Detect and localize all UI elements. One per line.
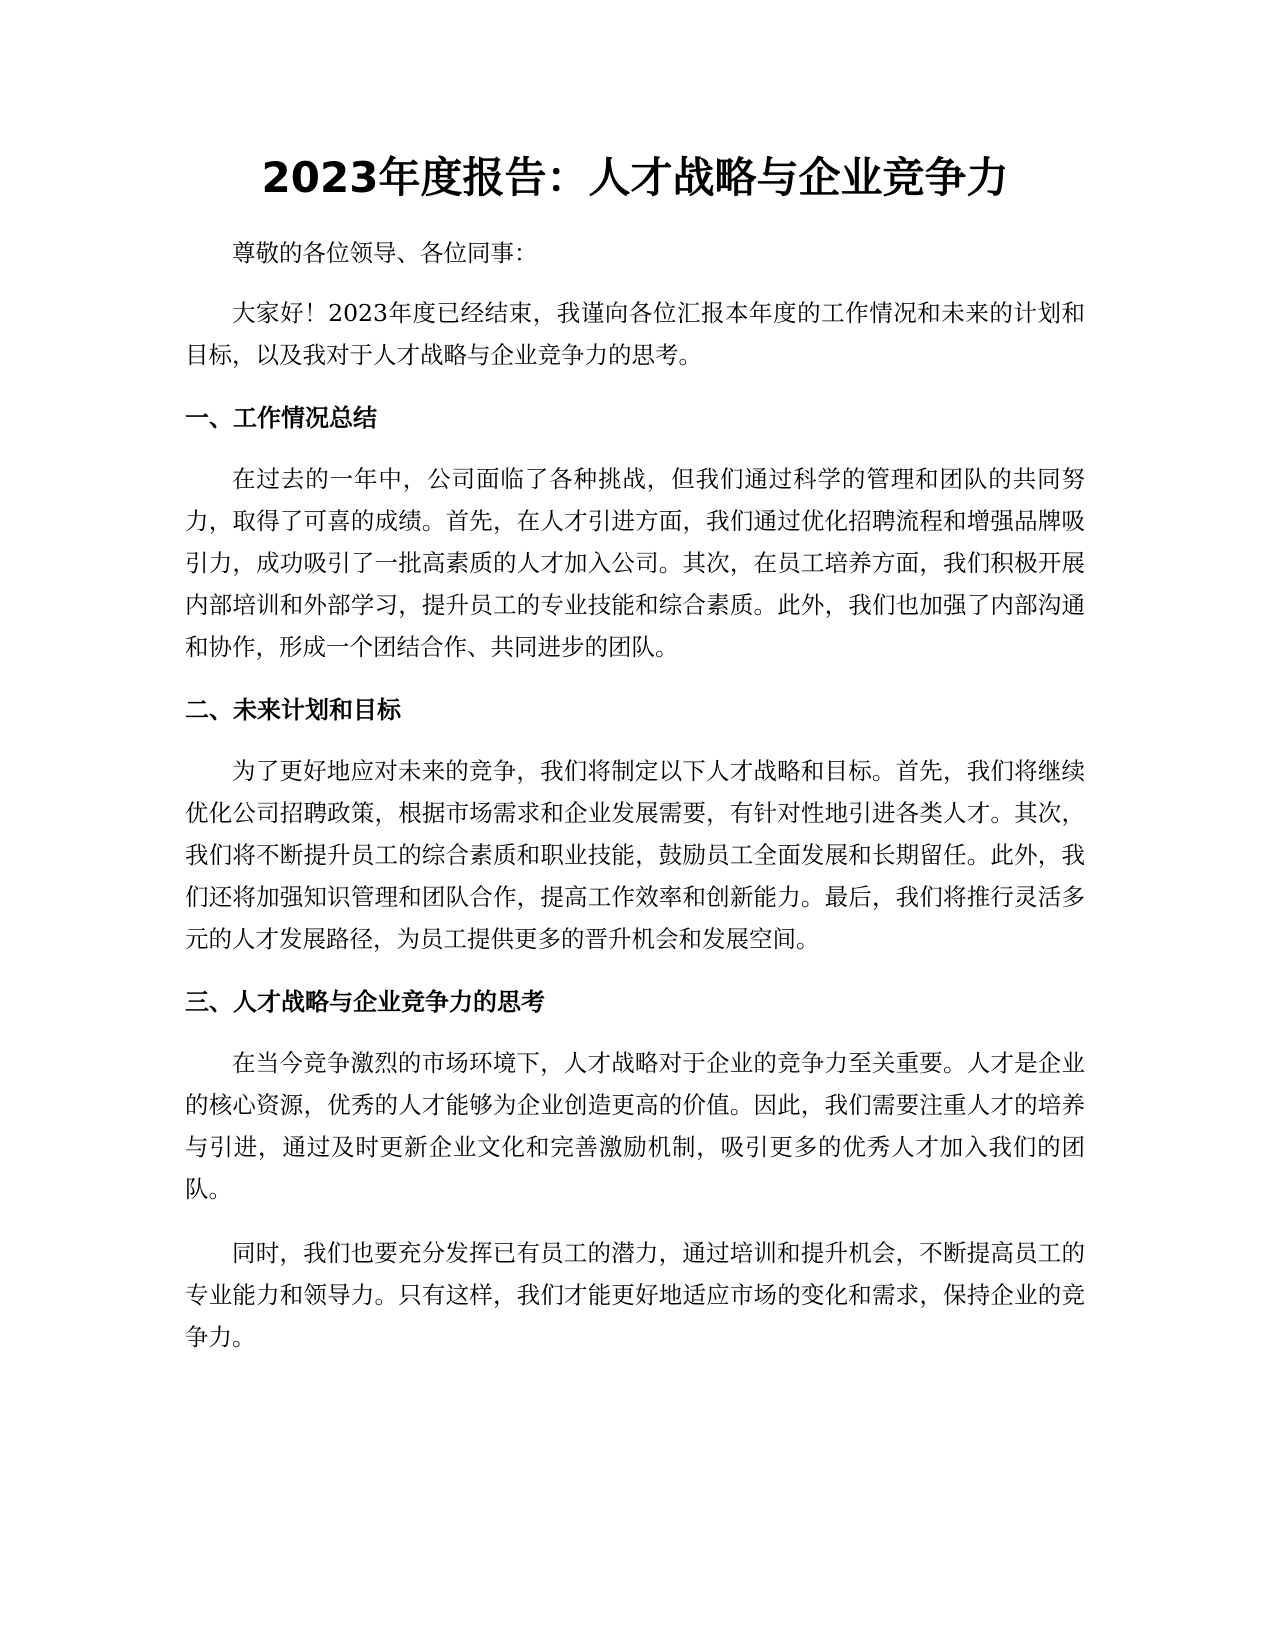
section-heading-future-plans: 二、未来计划和目标 bbox=[185, 696, 401, 724]
work-summary-paragraph: 在过去的一年中，公司面临了各种挑战，但我们通过科学的管理和团队的共同努力，取得了可喜的成绩。首先，在人才引进方面，我们通过优化招聘流程和增强品牌吸引力，成功吸引了一批高素质的人才加入公司。其次，在员工培养方面，我们积极开展内部培训和外部学习，提升员工的专业技能和综合素质。此外，我们也加强了内部沟通和协作，形成一个团结合作、共同进步的团队。 bbox=[185, 465, 1085, 661]
future-plans-paragraph: 为了更好地应对未来的竞争，我们将制定以下人才战略和目标。首先，我们将继续优化公司招聘政策，根据市场需求和企业发展需要，有针对性地引进各类人才。其次，我们将不断提升员工的综合素质和职业技能，鼓励员工全面发展和长期留任。此外，我们还将加强知识管理和团队合作，提高工作效率和创新能力。最后，我们将推行灵活多元的人才发展路径，为员工提供更多的晋升机会和发展空间。 bbox=[185, 757, 1085, 953]
section-heading-talent-strategy: 三、人才战略与企业竞争力的思考 bbox=[185, 988, 545, 1016]
section-heading-work-summary: 一、工作情况总结 bbox=[185, 404, 377, 432]
intro-paragraph: 大家好！2023年度已经结束，我谨向各位汇报本年度的工作情况和未来的计划和目标，以及我对于人才战略与企业竞争力的思考。 bbox=[185, 299, 1085, 369]
talent-strategy-paragraph-1: 在当今竞争激烈的市场环境下，人才战略对于企业的竞争力至关重要。人才是企业的核心资源，优秀的人才能够为企业创造更高的价值。因此，我们需要注重人才的培养与引进，通过及时更新企业文化和完善激励机制，吸引更多的优秀人才加入我们的团队。 bbox=[185, 1049, 1085, 1203]
talent-strategy-paragraph-2: 同时，我们也要充分发挥已有员工的潜力，通过培训和提升机会，不断提高员工的专业能力和领导力。只有这样，我们才能更好地适应市场的变化和需求，保持企业的竞争力。 bbox=[185, 1239, 1085, 1351]
document-page bbox=[185, 148, 1085, 1380]
document-title: 2023年度报告：人才战略与企业竞争力 bbox=[261, 153, 1009, 202]
salutation: 尊敬的各位领导、各位同事： bbox=[232, 239, 538, 267]
